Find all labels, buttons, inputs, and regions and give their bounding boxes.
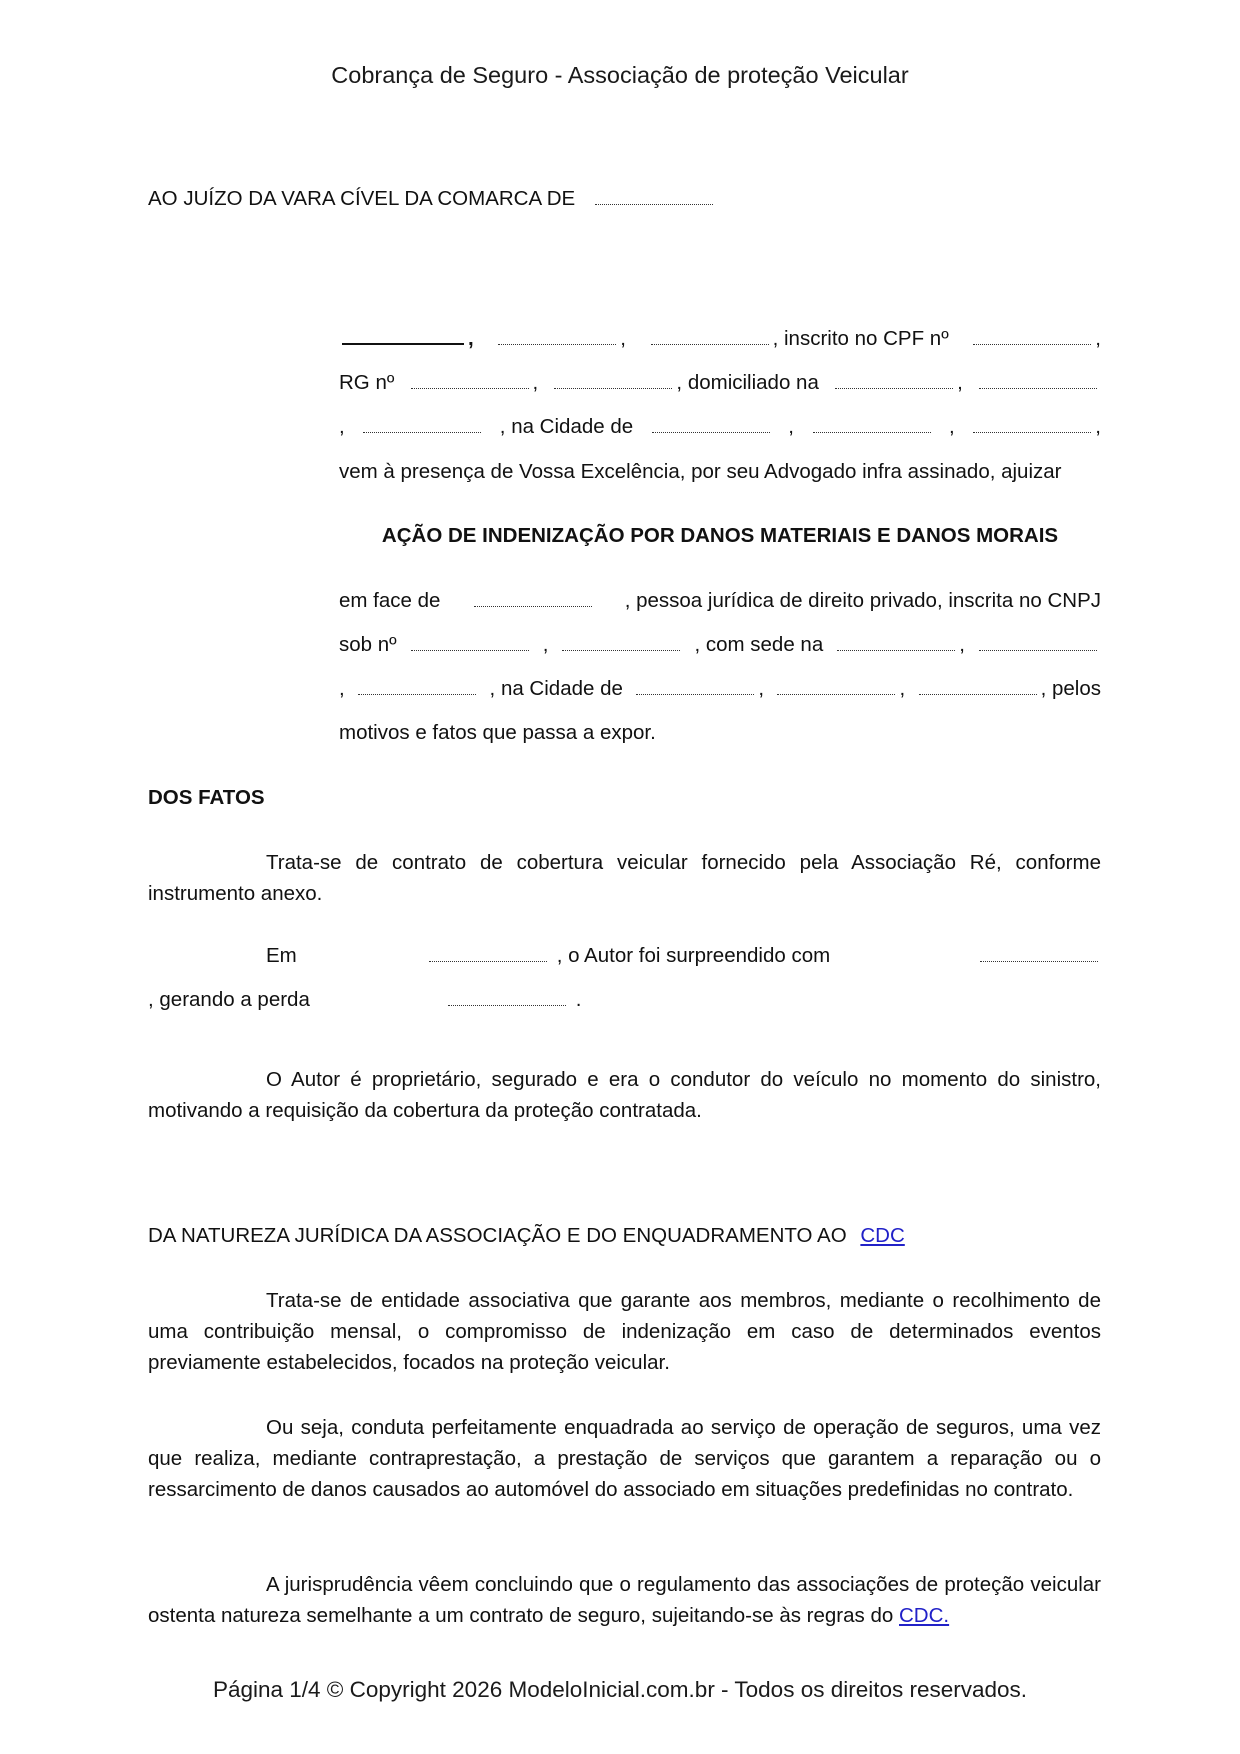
marital-status-blank[interactable] — [651, 343, 769, 345]
event-date-blank[interactable] — [429, 960, 547, 962]
district-blank[interactable] — [363, 431, 481, 433]
nature-paragraph-1-text: Trata-se de entidade associativa que garante aos membros, mediante o recolhimento de uma contribuição mensal, o compromisso de indenização em caso de determinados eventos previamente estabelecidos, focados na proteção veicular. — [148, 1289, 1101, 1374]
rg-label: RG nº — [339, 371, 395, 394]
street-blank[interactable] — [835, 387, 953, 389]
facts-paragraph-3-text: O Autor é proprietário, segurado e era o condutor do veículo no momento do sinistro, motivando a requisição da cobertura da proteção contratada. — [148, 1068, 1101, 1122]
cpf-label: , inscrito no CPF nº — [772, 327, 949, 350]
nature-paragraph-3-text: A jurisprudência vêem concluindo que o regulamento das associações de proteção veicular ostenta natureza semelhante a um contrato de seguro, sujeitando-se às regras do — [148, 1573, 1101, 1627]
cdc-link[interactable]: CDC — [860, 1224, 905, 1247]
number-blank[interactable] — [979, 387, 1097, 389]
defendant-name-blank[interactable] — [474, 605, 592, 607]
defendant-city-blank[interactable] — [636, 693, 754, 695]
plaintiff-name-blank[interactable] — [342, 342, 464, 345]
section-facts-title: DOS FATOS — [148, 786, 265, 809]
defendant-face-label: em face de — [339, 589, 441, 612]
defendant-cnpj-label: , pessoa jurídica de direito privado, inscrita no CNPJ — [624, 589, 1101, 612]
city-blank[interactable] — [652, 431, 770, 433]
facts-event-line — [976, 944, 1102, 968]
defendant-line-4: motivos e fatos que passa a expor. — [339, 721, 656, 744]
loss-description-blank[interactable] — [448, 1004, 566, 1006]
nature-paragraph-1 — [148, 1285, 1101, 1378]
facts-loss-period: . — [575, 988, 582, 1011]
facts-surprised-text: , o Autor foi surpreendido com — [556, 944, 831, 967]
defendant-line-3: , , na Cidade de , , , pelos — [339, 677, 1101, 700]
defendant-zip-blank[interactable] — [919, 693, 1037, 695]
nature-paragraph-2 — [148, 1412, 1101, 1505]
section-nature-title — [148, 1224, 905, 1248]
qualification-line-3: , , na Cidade de , , , — [339, 415, 1101, 438]
defendant-city-label: , na Cidade de — [489, 677, 623, 700]
defendant-number-blank[interactable] — [979, 649, 1097, 651]
court-address-label: AO JUÍZO DA VARA CÍVEL DA COMARCA DE — [148, 187, 576, 210]
defendant-sob-label: sob nº — [339, 633, 397, 656]
facts-em-label: Em — [266, 944, 297, 967]
court-address — [148, 187, 717, 211]
page-footer: Página 1/4 © Copyright 2026 ModeloInicial.com.br - Todos os direitos reservados. — [212, 1677, 1028, 1702]
defendant-line-2: sob nº , , com sede na , — [339, 633, 1101, 657]
cpf-blank[interactable] — [973, 343, 1091, 345]
issuer-blank[interactable] — [554, 387, 672, 389]
section-nature-title-text: DA NATUREZA JURÍDICA DA ASSOCIAÇÃO E DO ENQUADRAMENTO AO — [148, 1224, 847, 1247]
qualification-line-1: , , , inscrito no CPF nº , — [339, 327, 1101, 351]
event-description-blank[interactable] — [980, 960, 1098, 962]
city-label: , na Cidade de — [499, 415, 634, 438]
defendant-street-blank[interactable] — [837, 649, 955, 651]
cnpj-blank[interactable] — [411, 649, 529, 651]
action-title-text: AÇÃO DE INDENIZAÇÃO POR DANOS MATERIAIS E DANOS MORAIS — [381, 524, 1059, 547]
zip-blank[interactable] — [973, 431, 1091, 433]
rg-blank[interactable] — [411, 387, 529, 389]
nature-paragraph-3 — [148, 1569, 1101, 1631]
nature-paragraph-2-text: Ou seja, conduta perfeitamente enquadrada ao serviço de operação de seguros, uma vez que realiza, mediante contraprestação, a prestação de serviços que garantem a reparação ou o ressarcimento de danos causados ao automóvel do associado em situações predefinidas no contrato. — [148, 1416, 1101, 1501]
qualification-line-4: vem à presença de Vossa Excelência, por seu Advogado infra assinado, ajuizar — [339, 460, 1062, 483]
facts-loss-label: , gerando a perda — [148, 988, 310, 1011]
document-header-title: Cobrança de Seguro - Associação de proteção Veicular — [331, 62, 909, 88]
qualification-line-2: RG nº , , domiciliado na , — [339, 371, 1101, 395]
facts-paragraph-3 — [148, 1064, 1101, 1126]
defendant-pelos: , pelos — [1040, 677, 1101, 700]
nationality-blank[interactable] — [498, 343, 616, 345]
state-blank[interactable] — [813, 431, 931, 433]
defendant-state-blank[interactable] — [777, 693, 895, 695]
facts-loss-line — [444, 988, 581, 1012]
defendant-seat-label: , com sede na — [694, 633, 824, 656]
cdc-link-inline[interactable]: CDC. — [899, 1604, 950, 1627]
domicile-label: , domiciliado na — [676, 371, 819, 394]
defendant-extra-blank[interactable] — [562, 649, 680, 651]
action-title — [0, 524, 1240, 548]
defendant-line-1 — [339, 589, 1101, 613]
comarca-blank[interactable] — [595, 203, 713, 205]
defendant-district-blank[interactable] — [358, 693, 476, 695]
facts-date-line — [425, 944, 830, 968]
facts-paragraph-1-text: Trata-se de contrato de cobertura veicular fornecido pela Associação Ré, conforme instrumento anexo. — [148, 851, 1101, 905]
facts-paragraph-1 — [148, 847, 1101, 909]
